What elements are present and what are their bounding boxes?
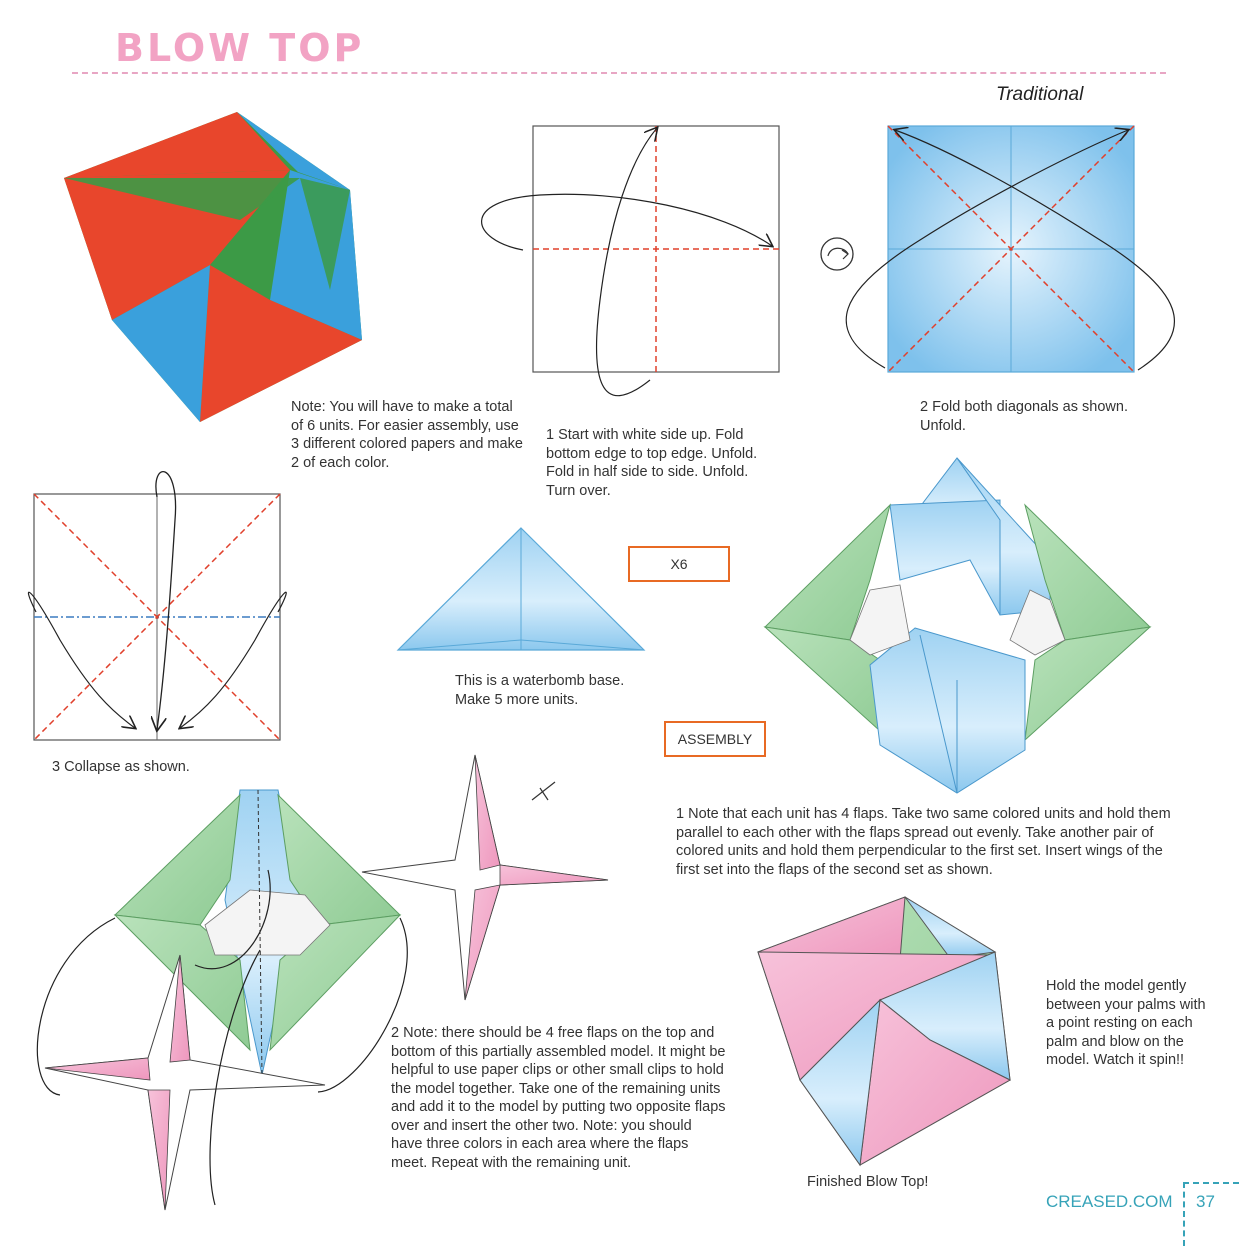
step2-text: 2 Fold both diagonals as shown. Unfold. — [920, 399, 1128, 434]
assembly2-text: 2 Note: there should be 4 free flaps on the top and bottom of this partially assembled model. It might be helpful to use paper clips or other small clips to hold the model together. Take one of the remaining units and add it to the model by putting two opposite flaps over and insert the other two. Note: you should have three colors in each area where the flaps meet. Repeat with the remaining unit. — [391, 1025, 726, 1171]
waterbomb-diagram — [398, 528, 644, 650]
waterbomb-text: This is a waterbomb base. Make 5 more units. — [455, 673, 625, 708]
finished-caption: Finished Blow Top! — [807, 1174, 929, 1190]
note-text: Note: You will have to make a total of 6 units. For easier assembly, use 3 different colored papers and make 2 of each color. — [291, 399, 523, 471]
assembly1-diagram — [765, 458, 1150, 793]
page-number: 37 — [1196, 1192, 1215, 1211]
footer-site: CREASED.COM — [1046, 1192, 1173, 1211]
step1-diagram — [482, 126, 779, 396]
footer-divider-horizontal — [1183, 1182, 1239, 1184]
footer-divider-vertical — [1183, 1182, 1185, 1246]
x6-badge: X6 — [628, 546, 730, 582]
step3-diagram — [28, 472, 286, 740]
step3-text: 3 Collapse as shown. — [52, 759, 190, 775]
turn-over-icon — [821, 238, 853, 270]
step2-diagram — [846, 126, 1174, 372]
hold-text: Hold the model gently between your palms with a point resting on each palm and blow on the model. Watch it spin!! — [1046, 978, 1206, 1068]
photo-finished-cube — [64, 112, 362, 422]
repeat-mark-icon — [532, 782, 555, 800]
finished-cube-diagram — [758, 897, 1010, 1165]
step1-text: 1 Start with white side up. Fold bottom edge to top edge. Unfold. Fold in half side to side. Unfold. Turn over. — [546, 427, 758, 499]
assembly1-text: 1 Note that each unit has 4 flaps. Take two same colored units and hold them parallel to each other with the flaps spread out evenly. Take another pair of colored units and hold them perpendicular to the first set. Insert wings of the first set into the flaps of the second set as shown. — [676, 806, 1171, 878]
assembly-badge: ASSEMBLY — [664, 721, 766, 757]
page-subtitle: Traditional — [996, 84, 1084, 105]
page-title: BLOW TOP — [115, 26, 365, 70]
